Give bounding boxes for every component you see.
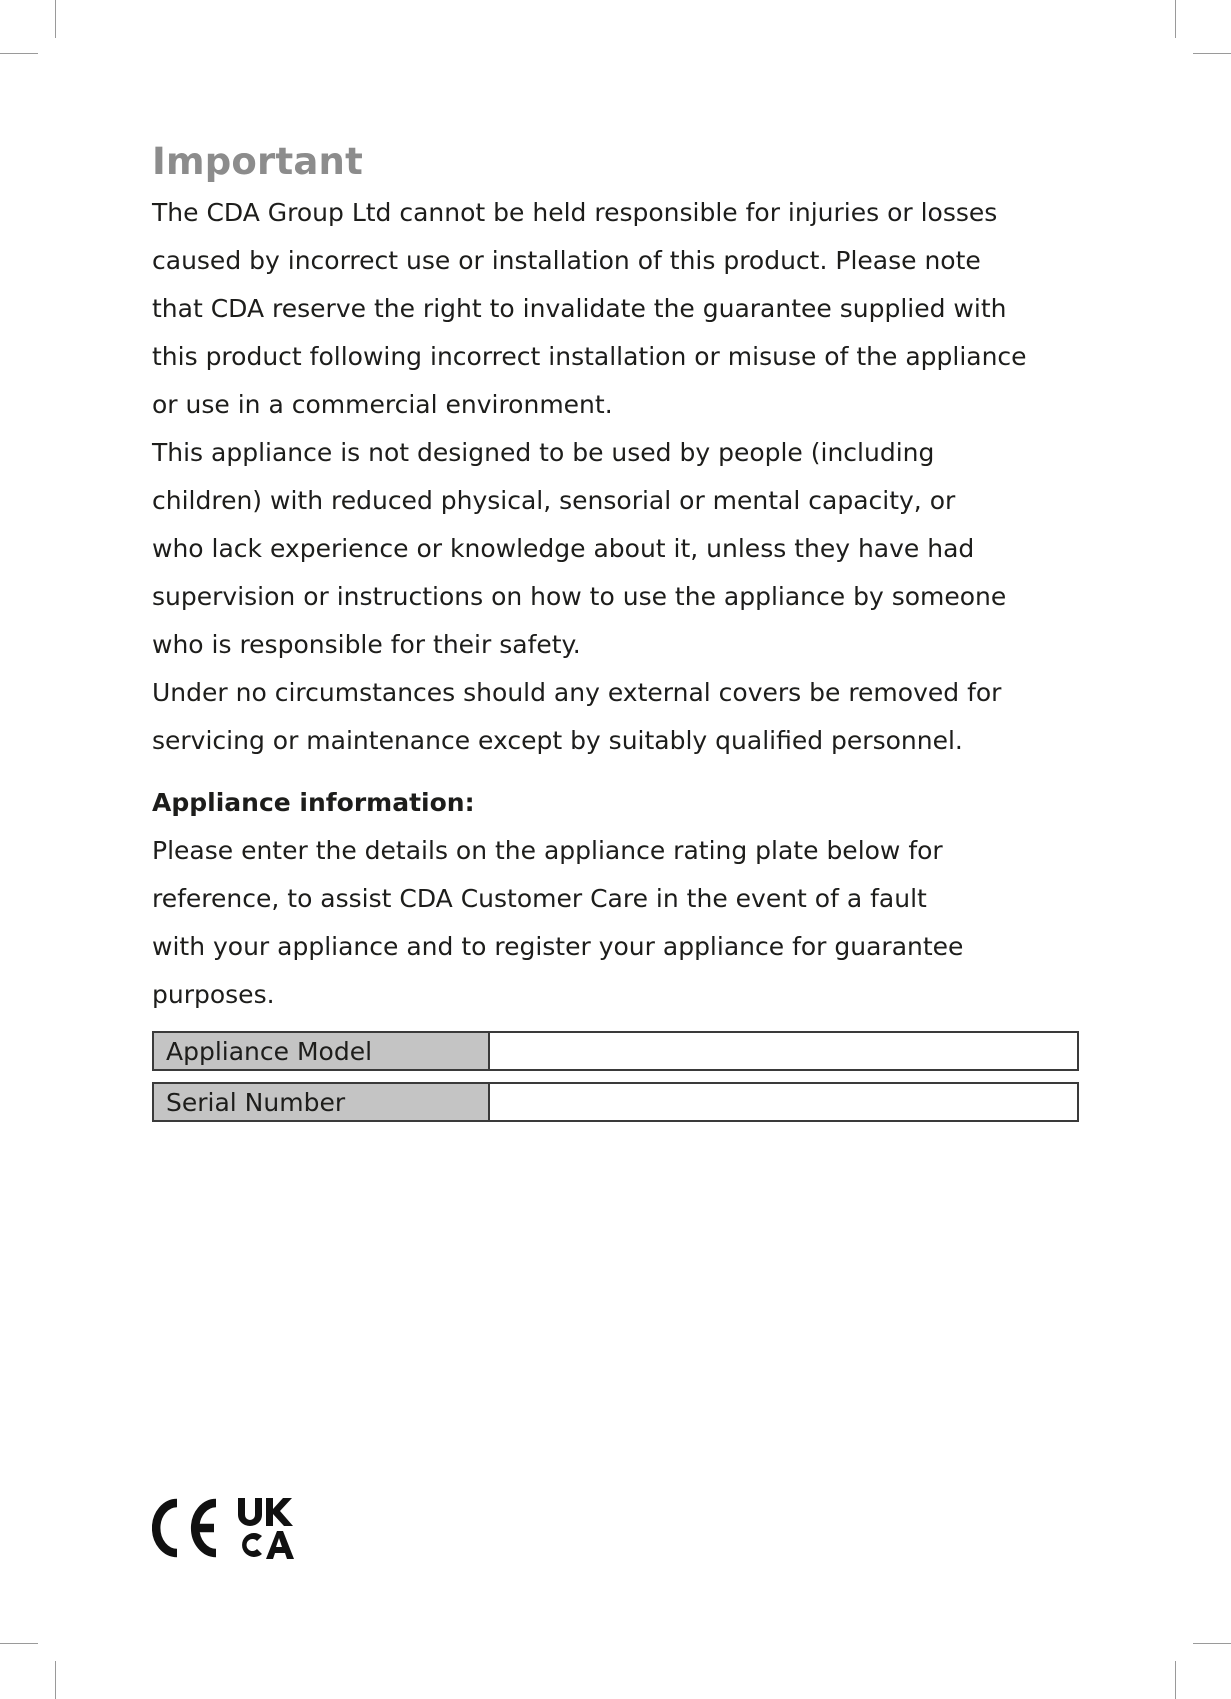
text-line: This appliance is not designed to be used by people (including bbox=[152, 438, 935, 467]
crop-mark bbox=[1193, 1643, 1231, 1644]
covers-paragraph bbox=[152, 669, 1082, 765]
text-line: with your appliance and to register your appliance for guarantee bbox=[152, 932, 964, 961]
appliance-model-field[interactable] bbox=[488, 1031, 1079, 1071]
text-line: caused by incorrect use or installation of this product. Please note bbox=[152, 246, 981, 275]
text-line: servicing or maintenance except by suitably qualified personnel. bbox=[152, 726, 963, 755]
crop-mark bbox=[1175, 1661, 1176, 1699]
text-line: or use in a commercial environment. bbox=[152, 390, 613, 419]
table-row bbox=[152, 1031, 1079, 1071]
capacity-paragraph bbox=[152, 429, 1082, 669]
appliance-info-paragraph bbox=[152, 827, 1082, 1019]
crop-mark bbox=[1175, 0, 1176, 38]
conformity-marks bbox=[152, 1496, 302, 1560]
crop-mark bbox=[55, 1661, 56, 1699]
page-title: Important bbox=[152, 140, 363, 183]
page-content bbox=[152, 140, 1082, 1133]
crop-mark bbox=[0, 1643, 38, 1644]
text-line: purposes. bbox=[152, 980, 275, 1009]
crop-mark bbox=[55, 0, 56, 38]
appliance-info-table bbox=[152, 1031, 1079, 1122]
text-line: Please enter the details on the appliance rating plate below for bbox=[152, 836, 943, 865]
crop-mark bbox=[0, 53, 38, 54]
appliance-model-label: Appliance Model bbox=[152, 1031, 488, 1071]
text-line: Under no circumstances should any external covers be removed for bbox=[152, 678, 1002, 707]
text-line: reference, to assist CDA Customer Care in the event of a fault bbox=[152, 884, 927, 913]
table-row bbox=[152, 1082, 1079, 1122]
text-line: who is responsible for their safety. bbox=[152, 630, 581, 659]
text-line: this product following incorrect installation or misuse of the appliance bbox=[152, 342, 1027, 371]
text-line: that CDA reserve the right to invalidate the guarantee supplied with bbox=[152, 294, 1007, 323]
ukca-mark-icon bbox=[238, 1498, 294, 1559]
text-line: who lack experience or knowledge about it, unless they have had bbox=[152, 534, 975, 563]
text-line: children) with reduced physical, sensorial or mental capacity, or bbox=[152, 486, 956, 515]
appliance-info-heading: Appliance information: bbox=[152, 788, 475, 817]
crop-mark bbox=[1193, 53, 1231, 54]
text-line: supervision or instructions on how to use the appliance by someone bbox=[152, 582, 1007, 611]
serial-number-field[interactable] bbox=[488, 1082, 1079, 1122]
important-paragraph bbox=[152, 189, 1082, 429]
serial-number-label: Serial Number bbox=[152, 1082, 488, 1122]
text-line: The CDA Group Ltd cannot be held responsible for injuries or losses bbox=[152, 198, 998, 227]
ce-mark-icon bbox=[156, 1503, 216, 1553]
